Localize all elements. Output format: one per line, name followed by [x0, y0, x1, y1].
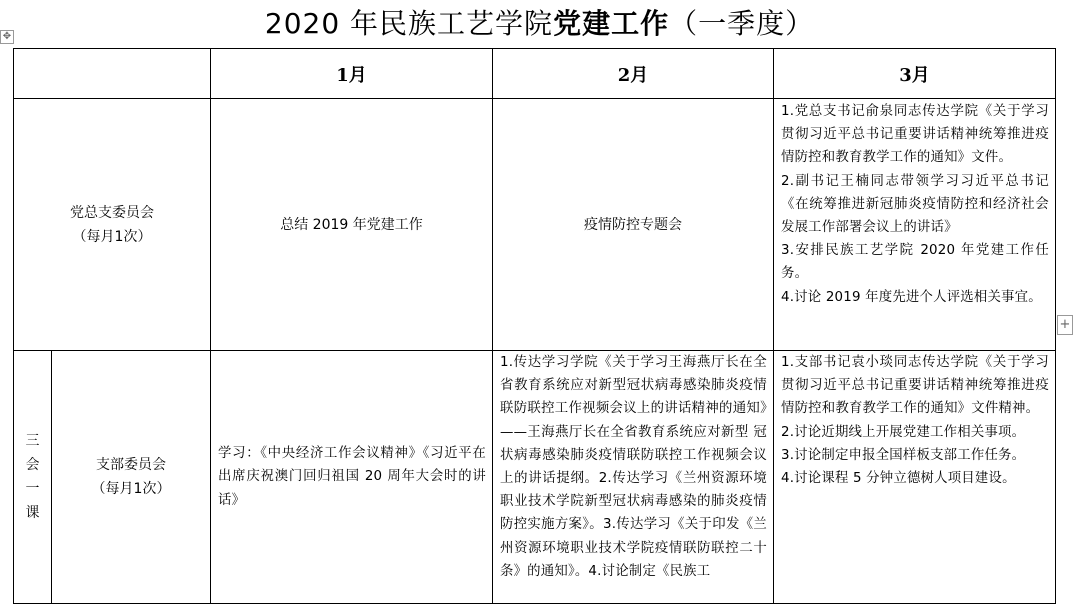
branch-mar-item: 4.讨论课程 5 分钟立德树人项目建设。	[781, 471, 1016, 487]
branch-mar-item: 3.讨论制定申报全国样板支部工作任务。	[781, 447, 1026, 463]
title-emphasis: 党建工作	[553, 7, 670, 40]
row-label-branch	[52, 351, 210, 603]
row-frequency: （每月1次）	[72, 228, 152, 245]
branch-feb-cell	[493, 351, 773, 603]
table-border-bottom	[13, 603, 1056, 604]
group-label	[26, 429, 40, 525]
group-label-cell	[14, 351, 51, 603]
committee-mar-cell	[774, 100, 1055, 350]
committee-mar-item: 3.安排民族工艺学院 2020 年党建工作任务。	[781, 243, 1049, 282]
table-border-right	[1055, 48, 1056, 604]
group-label-char: 会	[25, 457, 40, 473]
committee-mar-item: 2.副书记王楠同志带领学习习近平总书记《在统筹推进新冠肺炎疫情防控和经济社会发展工作部署会议上的讲话》	[781, 173, 1049, 236]
add-column-icon[interactable]: +	[1057, 315, 1073, 335]
branch-jan-text: 学习：《中央经济工作会议精神》《习近平在出席庆祝澳门回归祖国 20 周年大会时的讲话》	[218, 446, 486, 508]
title-prefix: 2020 年民族工艺学院	[264, 7, 554, 40]
row-frequency: （每月1次）	[91, 481, 171, 497]
branch-feb-text: 1.传达学习学院《关于学习王海燕厅长在全省教育系统应对新型冠状病毒感染肺炎疫情联防联控工作视频会议上的讲话精神的通知》——王海燕厅长在全省教育系统应对新型 冠状病毒感染肺炎疫情联防联控工作视频会议上的讲话提纲。2.传达学习《兰州资源环境职业技术学院新型冠状病毒感染的肺炎疫情防控实施方案》。3.传达学习《关于印发《兰州资源环境职业技术学院疫情联防联控二十条》的通知》。4.讨论制定《民族工	[500, 355, 767, 579]
group-label-char: 一	[25, 481, 40, 497]
row-name: 支部委员会	[96, 457, 166, 473]
title-suffix: （一季度）	[669, 7, 815, 40]
branch-mar-item: 2.讨论近期线上开展党建工作相关事项。	[781, 424, 1026, 440]
committee-feb-cell	[493, 99, 773, 350]
table-move-handle-icon[interactable]: ✥	[0, 30, 14, 44]
branch-jan-cell	[211, 351, 492, 603]
header-month-3: 3月	[899, 64, 930, 86]
group-label-char: 三	[25, 433, 40, 449]
committee-jan-text: 总结 2019 年党建工作	[280, 216, 423, 233]
group-label-char: 课	[25, 505, 40, 521]
committee-mar-item: 1.党总支书记俞泉同志传达学院《关于学习贯彻习近平总书记重要讲话精神统筹推进疫情防控和教育教学工作的通知》文件。	[781, 104, 1049, 166]
header-month-2: 2月	[617, 64, 649, 86]
branch-mar-item: 1.支部书记袁小琰同志传达学院《关于学习贯彻习近平总书记重要讲话精神统筹推进疫情防控和教育教学工作的通知》文件精神。	[781, 355, 1049, 417]
row-label-committee	[14, 99, 210, 350]
header-corner-cell	[14, 49, 210, 98]
branch-mar-cell	[774, 351, 1055, 603]
row-name: 党总支委员会	[70, 204, 154, 221]
header-month-1: 1月	[336, 64, 367, 86]
committee-jan-cell	[211, 99, 492, 350]
committee-feb-text: 疫情防控专题会	[584, 216, 682, 233]
committee-mar-item: 4.讨论 2019 年度先进个人评选相关事宜。	[781, 289, 1042, 305]
